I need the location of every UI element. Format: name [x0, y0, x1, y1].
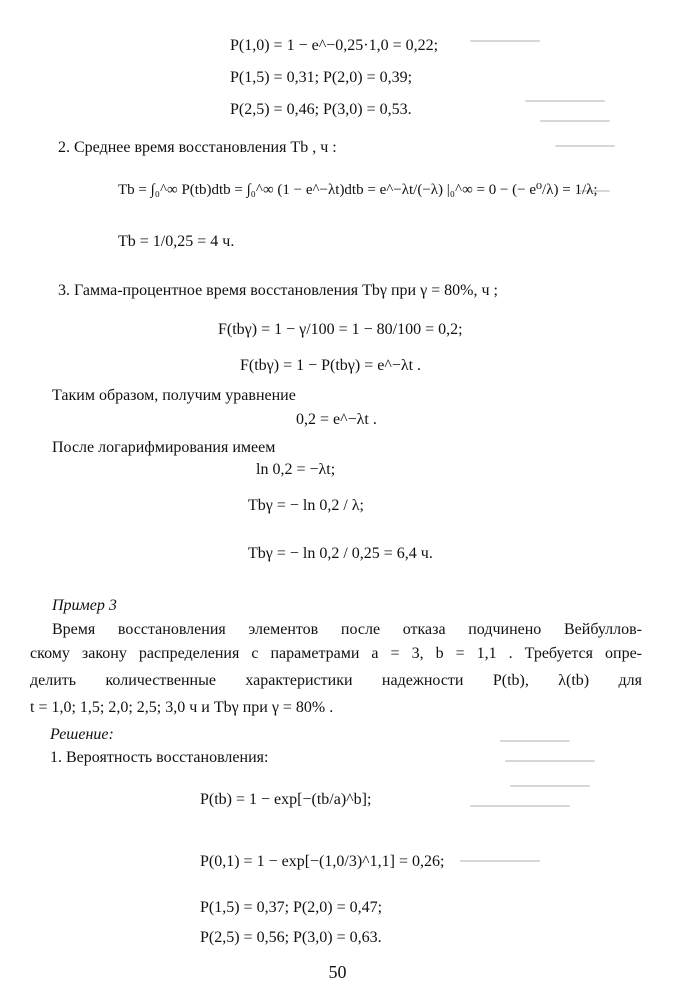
- section-2-integral: Tb = ∫₀^∞ P(tb)dtb = ∫₀^∞ (1 − e^−λt)dtb = e^−λt/(−λ) |₀^∞ = 0 − (− e⁰/λ) = 1/λ;: [118, 182, 598, 198]
- scan-noise: [510, 785, 590, 787]
- page-number: 50: [328, 962, 347, 982]
- section-3-equation-3: Tbγ = − ln 0,2 / λ;: [248, 497, 364, 514]
- step-1-formula-3: P(2,5) = 0,56; P(3,0) = 0,63.: [200, 929, 382, 946]
- step-1-heading: 1. Вероятность восстановления:: [50, 749, 269, 766]
- scan-noise: [540, 120, 610, 122]
- top-formula-3: P(2,5) = 0,46; P(3,0) = 0,53.: [230, 101, 412, 118]
- step-1-formula-value: P(0,1) = 1 − exp[−(1,0/3)^1,1] = 0,26;: [200, 853, 445, 870]
- example-paragraph-line-2: скому закону распределения с параметрами a = 3, b = 1,1 . Требуется опре-: [30, 645, 642, 662]
- scan-noise: [460, 860, 540, 862]
- scan-noise: [470, 805, 570, 807]
- section-3-text-2: После логарифмирования имеем: [52, 439, 276, 456]
- example-paragraph-line-3: делить количественные характеристики надежности P(tb), λ(tb) для: [30, 672, 642, 689]
- step-1-formula-2: P(1,5) = 0,37; P(2,0) = 0,47;: [200, 899, 383, 916]
- solution-label: Решение:: [50, 726, 114, 743]
- scan-noise: [555, 145, 615, 147]
- scan-noise: [525, 100, 605, 102]
- section-2-heading: 2. Среднее время восстановления Tb , ч :: [58, 139, 337, 156]
- section-3-text-1: Таким образом, получим уравнение: [52, 387, 296, 404]
- example-paragraph-line-4: t = 1,0; 1,5; 2,0; 2,5; 3,0 ч и Tbγ при γ = 80% .: [30, 699, 334, 716]
- section-3-formula-1: F(tbγ) = 1 − γ/100 = 1 − 80/100 = 0,2;: [218, 321, 463, 338]
- section-3-equation-2: ln 0,2 = −λt;: [256, 461, 336, 478]
- top-formula-1: P(1,0) = 1 − e^−0,25·1,0 = 0,22;: [230, 37, 439, 54]
- step-1-formula-general: P(tb) = 1 − exp[−(tb/a)^b];: [200, 791, 372, 808]
- example-paragraph-line-1: Время восстановления элементов после отказа подчинено Вейбуллов-: [52, 621, 642, 638]
- scan-noise: [500, 740, 570, 742]
- scan-noise: [505, 760, 595, 762]
- section-3-formula-2: F(tbγ) = 1 − P(tbγ) = e^−λt .: [240, 357, 422, 374]
- section-3-equation-4: Tbγ = − ln 0,2 / 0,25 = 6,4 ч.: [248, 545, 433, 562]
- example-title: Пример 3: [52, 597, 117, 614]
- section-3-equation-1: 0,2 = e^−λt .: [296, 411, 377, 428]
- scan-noise: [470, 40, 540, 42]
- section-2-result: Tb = 1/0,25 = 4 ч.: [118, 233, 235, 250]
- top-formula-2: P(1,5) = 0,31; P(2,0) = 0,39;: [230, 69, 413, 86]
- section-3-heading: 3. Гамма-процентное время восстановления Tbγ при γ = 80%, ч ;: [58, 282, 498, 299]
